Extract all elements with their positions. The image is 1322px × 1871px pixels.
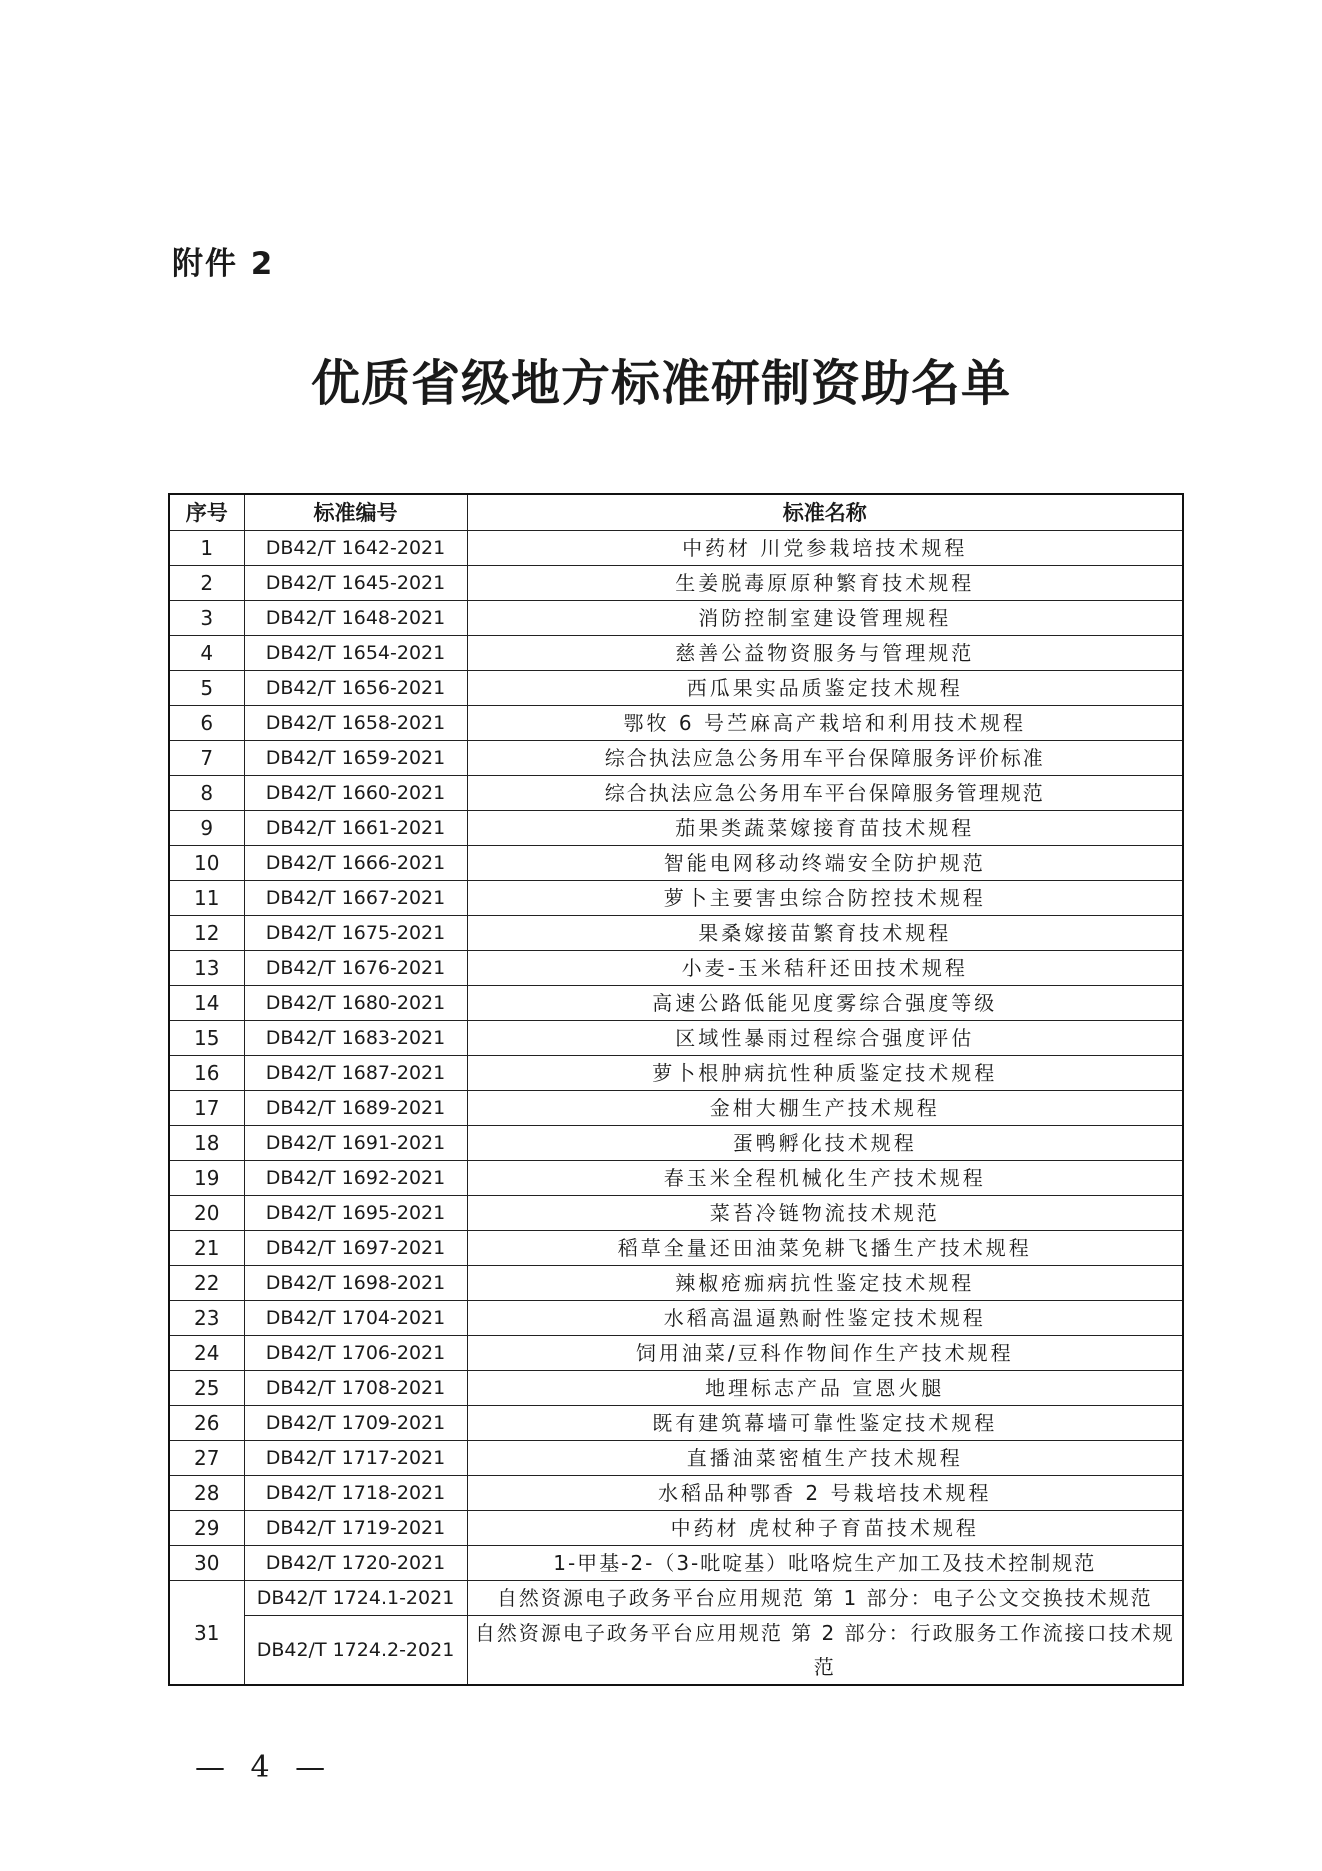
row-code: DB42/T 1676-2021 — [244, 951, 467, 986]
row-code: DB42/T 1659-2021 — [244, 741, 467, 776]
row-name: 消防控制室建设管理规程 — [467, 601, 1183, 636]
row-code: DB42/T 1706-2021 — [244, 1336, 467, 1371]
row-code: DB42/T 1697-2021 — [244, 1231, 467, 1266]
row-index: 23 — [169, 1301, 244, 1336]
row-name: 小麦-玉米秸秆还田技术规程 — [467, 951, 1183, 986]
table-row — [169, 916, 1183, 951]
table-row — [169, 531, 1183, 566]
row-name: 菜苔冷链物流技术规范 — [467, 1196, 1183, 1231]
table-row — [169, 951, 1183, 986]
row-index: 9 — [169, 811, 244, 846]
row-index: 14 — [169, 986, 244, 1021]
table-row — [169, 1056, 1183, 1091]
row-index: 29 — [169, 1511, 244, 1546]
row-code: DB42/T 1680-2021 — [244, 986, 467, 1021]
row-name: 智能电网移动终端安全防护规范 — [467, 846, 1183, 881]
table-row — [169, 1161, 1183, 1196]
row-code: DB42/T 1719-2021 — [244, 1511, 467, 1546]
table-row — [169, 1511, 1183, 1546]
row-index: 6 — [169, 706, 244, 741]
table-row — [169, 1091, 1183, 1126]
table-row — [169, 601, 1183, 636]
table-row — [169, 1301, 1183, 1336]
row-index: 11 — [169, 881, 244, 916]
table-row — [169, 1196, 1183, 1231]
table-row — [169, 1021, 1183, 1056]
table-row — [169, 1546, 1183, 1581]
table-row — [169, 811, 1183, 846]
row-name: 生姜脱毒原原种繁育技术规程 — [467, 566, 1183, 601]
row-name: 既有建筑幕墙可靠性鉴定技术规程 — [467, 1406, 1183, 1441]
row-index: 15 — [169, 1021, 244, 1056]
row-code: DB42/T 1675-2021 — [244, 916, 467, 951]
row-index: 10 — [169, 846, 244, 881]
row-index: 31 — [169, 1581, 244, 1686]
row-index: 22 — [169, 1266, 244, 1301]
row-index: 25 — [169, 1371, 244, 1406]
table-row — [169, 1126, 1183, 1161]
table-row — [169, 1371, 1183, 1406]
row-code: DB42/T 1642-2021 — [244, 531, 467, 566]
table-row — [169, 1581, 1183, 1616]
row-code: DB42/T 1687-2021 — [244, 1056, 467, 1091]
row-name: 高速公路低能见度雾综合强度等级 — [467, 986, 1183, 1021]
table-row — [169, 1336, 1183, 1371]
row-name: 综合执法应急公务用车平台保障服务评价标准 — [467, 741, 1183, 776]
row-name: 慈善公益物资服务与管理规范 — [467, 636, 1183, 671]
row-code: DB42/T 1709-2021 — [244, 1406, 467, 1441]
table-row — [169, 881, 1183, 916]
row-index: 1 — [169, 531, 244, 566]
row-code: DB42/T 1656-2021 — [244, 671, 467, 706]
row-code: DB42/T 1704-2021 — [244, 1301, 467, 1336]
row-code: DB42/T 1654-2021 — [244, 636, 467, 671]
row-code: DB42/T 1692-2021 — [244, 1161, 467, 1196]
row-name: 辣椒疮痂病抗性鉴定技术规程 — [467, 1266, 1183, 1301]
row-index: 20 — [169, 1196, 244, 1231]
row-code: DB42/T 1645-2021 — [244, 566, 467, 601]
row-index: 12 — [169, 916, 244, 951]
row-name: 直播油菜密植生产技术规程 — [467, 1441, 1183, 1476]
row-name: 果桑嫁接苗繁育技术规程 — [467, 916, 1183, 951]
row-name: 自然资源电子政务平台应用规范 第 1 部分：电子公文交换技术规范 — [467, 1581, 1183, 1616]
row-code: DB42/T 1660-2021 — [244, 776, 467, 811]
row-index: 27 — [169, 1441, 244, 1476]
row-name: 区域性暴雨过程综合强度评估 — [467, 1021, 1183, 1056]
table-row — [169, 1406, 1183, 1441]
row-name: 金柑大棚生产技术规程 — [467, 1091, 1183, 1126]
row-code: DB42/T 1683-2021 — [244, 1021, 467, 1056]
row-name: 饲用油菜/豆科作物间作生产技术规程 — [467, 1336, 1183, 1371]
row-name: 鄂牧 6 号苎麻高产栽培和利用技术规程 — [467, 706, 1183, 741]
row-index: 18 — [169, 1126, 244, 1161]
row-index: 4 — [169, 636, 244, 671]
row-name: 自然资源电子政务平台应用规范 第 2 部分：行政服务工作流接口技术规范 — [467, 1616, 1183, 1686]
table-row — [169, 706, 1183, 741]
table-row — [169, 986, 1183, 1021]
header-index: 序号 — [169, 494, 244, 531]
page-number: — 4 — — [195, 1750, 334, 1785]
row-code: DB42/T 1724.1-2021 — [244, 1581, 467, 1616]
row-index: 30 — [169, 1546, 244, 1581]
row-code: DB42/T 1695-2021 — [244, 1196, 467, 1231]
row-name: 春玉米全程机械化生产技术规程 — [467, 1161, 1183, 1196]
standards-table — [168, 493, 1184, 1686]
row-name: 萝卜主要害虫综合防控技术规程 — [467, 881, 1183, 916]
row-code: DB42/T 1658-2021 — [244, 706, 467, 741]
row-name: 蛋鸭孵化技术规程 — [467, 1126, 1183, 1161]
row-code: DB42/T 1724.2-2021 — [244, 1616, 467, 1686]
row-index: 13 — [169, 951, 244, 986]
table-row — [169, 846, 1183, 881]
row-code: DB42/T 1718-2021 — [244, 1476, 467, 1511]
row-name: 水稻品种鄂香 2 号栽培技术规程 — [467, 1476, 1183, 1511]
table-row — [169, 1231, 1183, 1266]
row-index: 17 — [169, 1091, 244, 1126]
table-row — [169, 636, 1183, 671]
row-name: 综合执法应急公务用车平台保障服务管理规范 — [467, 776, 1183, 811]
row-code: DB42/T 1708-2021 — [244, 1371, 467, 1406]
row-index: 28 — [169, 1476, 244, 1511]
row-code: DB42/T 1667-2021 — [244, 881, 467, 916]
table-row — [169, 1441, 1183, 1476]
row-code: DB42/T 1689-2021 — [244, 1091, 467, 1126]
table-row — [169, 566, 1183, 601]
header-code: 标准编号 — [244, 494, 467, 531]
table-header-row — [169, 494, 1183, 531]
row-index: 7 — [169, 741, 244, 776]
row-index: 8 — [169, 776, 244, 811]
row-code: DB42/T 1717-2021 — [244, 1441, 467, 1476]
row-name: 茄果类蔬菜嫁接育苗技术规程 — [467, 811, 1183, 846]
row-index: 21 — [169, 1231, 244, 1266]
table-row — [169, 1616, 1183, 1686]
row-index: 16 — [169, 1056, 244, 1091]
row-index: 5 — [169, 671, 244, 706]
attachment-label: 附件 2 — [172, 246, 275, 282]
row-index: 3 — [169, 601, 244, 636]
table-row — [169, 776, 1183, 811]
row-index: 24 — [169, 1336, 244, 1371]
row-code: DB42/T 1661-2021 — [244, 811, 467, 846]
row-code: DB42/T 1720-2021 — [244, 1546, 467, 1581]
table-row — [169, 741, 1183, 776]
row-code: DB42/T 1698-2021 — [244, 1266, 467, 1301]
row-index: 19 — [169, 1161, 244, 1196]
row-code: DB42/T 1666-2021 — [244, 846, 467, 881]
table-row — [169, 1476, 1183, 1511]
row-index: 26 — [169, 1406, 244, 1441]
table-row — [169, 671, 1183, 706]
row-name: 1-甲基-2-（3-吡啶基）吡咯烷生产加工及技术控制规范 — [467, 1546, 1183, 1581]
row-code: DB42/T 1691-2021 — [244, 1126, 467, 1161]
header-name: 标准名称 — [467, 494, 1183, 531]
row-name: 水稻高温逼熟耐性鉴定技术规程 — [467, 1301, 1183, 1336]
table-row — [169, 1266, 1183, 1301]
row-name: 稻草全量还田油菜免耕飞播生产技术规程 — [467, 1231, 1183, 1266]
row-name: 地理标志产品 宣恩火腿 — [467, 1371, 1183, 1406]
row-name: 萝卜根肿病抗性种质鉴定技术规程 — [467, 1056, 1183, 1091]
row-index: 2 — [169, 566, 244, 601]
row-name: 中药材 川党参栽培技术规程 — [467, 531, 1183, 566]
row-code: DB42/T 1648-2021 — [244, 601, 467, 636]
document-title: 优质省级地方标准研制资助名单 — [310, 355, 1011, 412]
row-name: 西瓜果实品质鉴定技术规程 — [467, 671, 1183, 706]
row-name: 中药材 虎杖种子育苗技术规程 — [467, 1511, 1183, 1546]
